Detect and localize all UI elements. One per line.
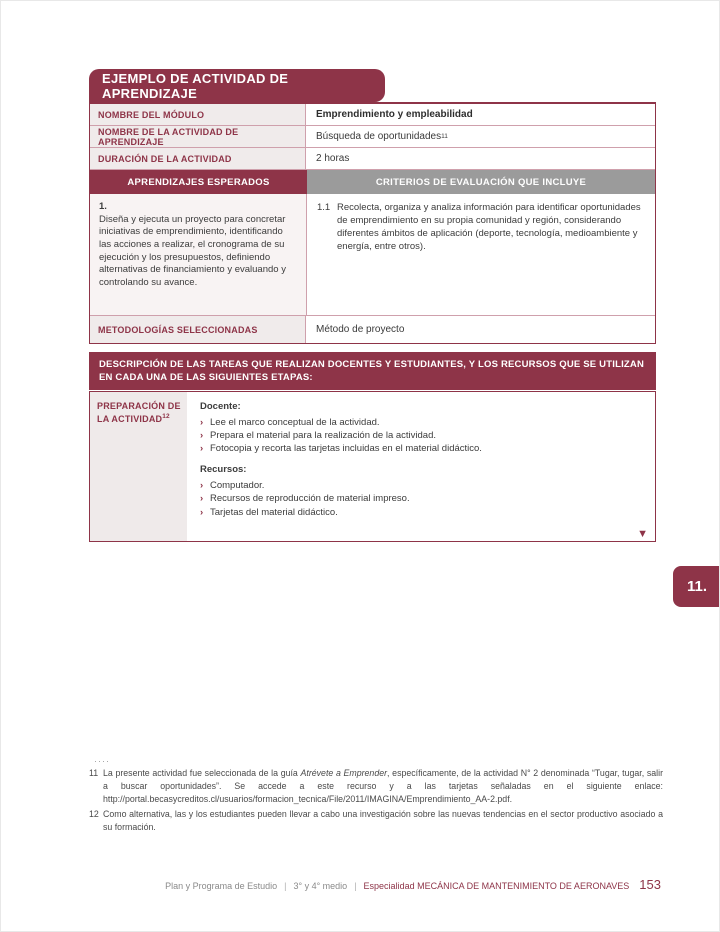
list-item-text: Lee el marco conceptual de la actividad. <box>210 417 380 428</box>
footnotes-block <box>89 757 663 834</box>
preparation-content <box>187 392 655 541</box>
table-row <box>90 126 655 148</box>
preparation-section <box>89 391 656 542</box>
footer-grade-label: 3° y 4° medio <box>293 881 348 891</box>
header-criterios-evaluacion: CRITERIOS DE EVALUACIÓN QUE INCLUYE <box>307 170 655 194</box>
list-item <box>200 506 641 519</box>
bullet-icon: › <box>200 443 204 455</box>
continuation-arrow-icon: ▼ <box>637 528 648 540</box>
resources-heading: Recursos: <box>200 464 247 476</box>
list-item <box>200 479 641 492</box>
preparation-label <box>90 392 187 541</box>
activity-info-table <box>89 102 656 344</box>
list-item <box>200 442 641 455</box>
list-item-text: Prepara el material para la realización de la actividad. <box>210 430 437 442</box>
table-row <box>90 104 655 126</box>
teacher-heading: Docente: <box>200 401 241 412</box>
footnote-number: 11 <box>89 768 99 778</box>
list-item-text: Tarjetas del material didáctico. <box>210 506 338 518</box>
footer-separator: | <box>354 881 357 891</box>
column-headers-row <box>90 170 655 194</box>
bullet-icon: › <box>200 417 204 428</box>
footnote-text: Como alternativa, las y los estudiantes pueden llevar a cabo una investigación sobre las nuevas tendencias en el sector productivo asociado a su formación. <box>103 808 663 832</box>
chapter-side-tab: 11. <box>673 566 720 607</box>
table-row <box>90 316 655 343</box>
criteria-cell <box>307 194 655 315</box>
footnote-ref-12: 12 <box>162 413 170 421</box>
bullet-icon: › <box>200 506 204 518</box>
preparation-label-text: PREPARACIÓN DE LA ACTIVIDAD <box>97 401 181 425</box>
row-value-duracion: 2 horas <box>316 153 350 164</box>
page-title: EJEMPLO DE ACTIVIDAD DE APRENDIZAJE <box>89 69 385 102</box>
list-item <box>200 429 641 442</box>
criteria-number: 1.1 <box>317 202 331 213</box>
row-label-metodologias: METODOLOGÍAS SELECCIONADAS <box>90 316 306 343</box>
learning-content-row <box>90 194 655 316</box>
page-footer <box>89 877 661 892</box>
row-label-modulo: NOMBRE DEL MÓDULO <box>90 104 306 125</box>
description-banner: DESCRIPCIÓN DE LAS TAREAS QUE REALIZAN DOCENTES Y ESTUDIANTES, Y LOS RECURSOS QUE SE UTILIZAN EN CADA UNA DE LAS SIGUIENTES ETAPAS: <box>89 352 656 390</box>
table-row <box>90 148 655 170</box>
footer-specialty-label: Especialidad MECÁNICA DE MANTENIMIENTO DE AERONAVES <box>363 881 630 891</box>
expected-learning-number: 1. <box>99 201 107 212</box>
footnote-12 <box>89 808 663 834</box>
activity-name: Búsqueda de oportunidades <box>316 131 442 142</box>
list-item-text: Fotocopia y recorta las tarjetas incluidas en el material didáctico. <box>210 443 482 455</box>
list-item <box>200 492 641 505</box>
header-aprendizajes-esperados: APRENDIZAJES ESPERADOS <box>90 170 307 194</box>
row-value-metodologias: Método de proyecto <box>316 324 405 335</box>
footnote-text: La presente actividad fue seleccionada de la guía Atrévete a Emprender, específicamente, de la actividad N° 2 denominada “Tugar, tugar, salir a buscar oportunidades”. Se accede a este recurso y a las tarjetas señaladas en el siguiente enlace: http://portal.becasycreditos.cl/usuarios/formacion_tecnica/File/2011/IMAGINA/Emprendimiento_AA-2.pdf. <box>103 768 663 805</box>
expected-learning-cell <box>90 194 307 315</box>
row-label-duracion: DURACIÓN DE LA ACTIVIDAD <box>90 148 306 169</box>
footer-separator: | <box>284 881 287 891</box>
footnote-separator-dots: ···· <box>94 756 110 766</box>
expected-learning-text: Diseña y ejecuta un proyecto para concretar iniciativas de emprendimiento, identificando las acciones a realizar, el cronograma de su ejecución y los presupuestos, definiendo alternativas de financiamiento y evaluando y controlando su avance. <box>99 213 286 288</box>
row-value-actividad: Búsqueda de oportunidades 11 <box>316 131 448 142</box>
page-number: 153 <box>639 877 661 892</box>
list-item <box>200 416 641 429</box>
bullet-icon: › <box>200 430 204 442</box>
row-value-modulo: Emprendimiento y empleabilidad <box>316 109 473 120</box>
bullet-icon: › <box>200 493 204 505</box>
footnote-number: 12 <box>89 808 99 819</box>
list-item-text: Computador. <box>210 480 265 492</box>
guide-title-italic: Atrévete a Emprender <box>300 768 388 778</box>
footer-plan-label: Plan y Programa de Estudio <box>165 881 278 891</box>
bullet-icon: › <box>200 480 204 492</box>
row-label-actividad: NOMBRE DE LA ACTIVIDAD DE APRENDIZAJE <box>90 126 306 147</box>
footnote-11 <box>89 767 663 807</box>
list-item-text: Recursos de reproducción de material impreso. <box>210 493 410 505</box>
criteria-text: Recolecta, organiza y analiza información para identificar oportunidades de emprendimiento en su propia comunidad y región, considerando diferentes ámbitos de aplicación (deporte, tecnología, medioambiente y energía, entre otros). <box>337 202 641 253</box>
